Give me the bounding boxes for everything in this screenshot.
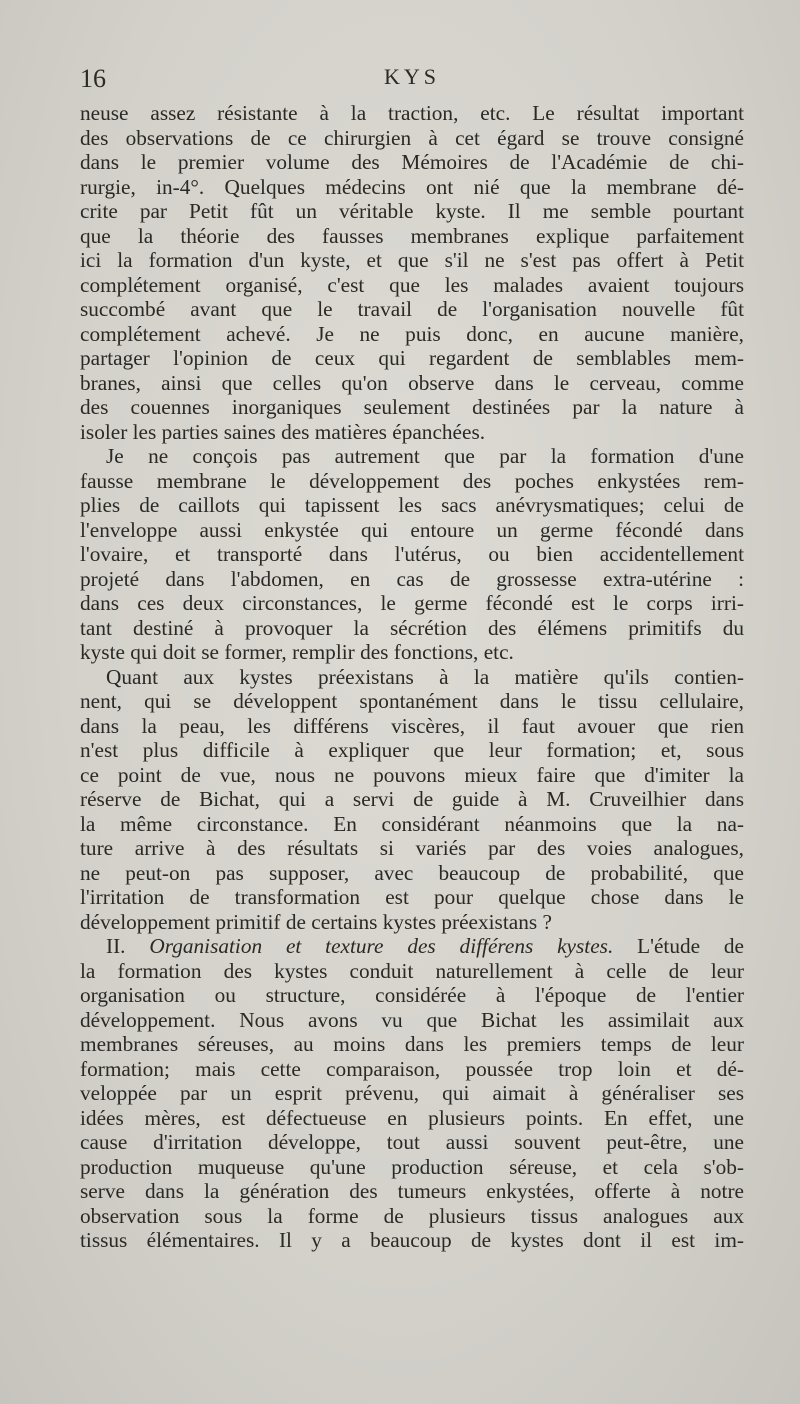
text-line: l'irritation de transformation est pour quelque chose dans le (80, 885, 744, 909)
text-line: dans le premier volume des Mémoires de l'Académie de chi- (80, 150, 744, 174)
page-number: 16 (80, 64, 106, 93)
section-number: II. (106, 934, 126, 958)
text-line: dans la peau, les différens viscères, il faut avouer que rien (80, 713, 744, 738)
text-line: organisation ou structure, considérée à l'époque de l'entier (80, 983, 744, 1007)
text-line: isoler les parties saines des matières épanchées. (80, 419, 486, 444)
paragraph-3 (80, 665, 744, 935)
text-line: veloppée par un esprit prévenu, qui aimait à généraliser ses (80, 1081, 744, 1105)
text-line: kyste qui doit se former, remplir des fonctions, etc. (80, 640, 514, 664)
text-line: n'est plus difficile à expliquer que leur formation; et, sous (80, 738, 744, 762)
text-line: ture arrive à des résultats si variés par des voies analogues, (80, 836, 744, 860)
text-line: complétement achevé. Je ne puis donc, en aucune manière, (80, 321, 744, 346)
text-line: tant destiné à provoquer la sécrétion des élémens primitifs du (80, 615, 744, 640)
text-line: ne peut-on pas supposer, avec beaucoup de probabilité, que (80, 860, 744, 885)
text-line: observation sous la forme de plusieurs tissus analogues aux (80, 1203, 744, 1228)
text-line: l'enveloppe aussi enkystée qui entoure un germe fécondé dans (80, 517, 744, 542)
text-line: plies de caillots qui tapissent les sacs anévrysmatiques; celui de (80, 493, 744, 517)
body-text (80, 101, 744, 1253)
text-line: Je ne conçois pas autrement que par la formation d'une (106, 444, 744, 468)
text-line: dans ces deux circonstances, le germe fécondé est le corps irri- (80, 591, 744, 615)
text-line: Quant aux kystes préexistans à la matière qu'ils contien- (106, 664, 744, 689)
text-line: rurgie, in-4°. Quelques médecins ont nié que la membrane dé- (80, 174, 744, 199)
text-line: que la théorie des fausses membranes explique parfaitement (80, 223, 744, 248)
text-line: neuse assez résistante à la traction, etc. Le résultat important (80, 101, 744, 125)
text-line: l'ovaire, et transporté dans l'utérus, ou bien accidentellement (80, 542, 744, 566)
text-line: cause d'irritation développe, tout aussi souvent peut-être, une (80, 1130, 744, 1154)
text-line: crite par Petit fût un véritable kyste. Il me semble pourtant (80, 199, 744, 223)
section-first-line-rest: L'étude de (637, 934, 744, 958)
text-line: idées mères, est défectueuse en plusieurs points. En effet, une (80, 1105, 744, 1130)
text-line: des observations de ce chirurgien à cet égard se trouve consigné (80, 125, 744, 150)
text-line: production muqueuse qu'une production séreuse, et cela s'ob- (80, 1154, 744, 1179)
text-line: nent, qui se développent spontanément dans le tissu cellulaire, (80, 689, 744, 713)
text-line: la même circonstance. En considérant néanmoins que la na- (80, 811, 744, 836)
paragraph-1 (80, 101, 744, 444)
text-line: projeté dans l'abdomen, en cas de grossesse extra-utérine : (80, 566, 744, 591)
text-line: membranes séreuses, au moins dans les premiers temps de leur (80, 1032, 744, 1056)
text-line: tissus élémentaires. Il y a beaucoup de kystes dont il est im- (80, 1228, 744, 1252)
text-line: développement. Nous avons vu que Bichat les assimilait aux (80, 1007, 744, 1032)
running-title: KYS (383, 64, 440, 89)
section-heading-line (80, 934, 744, 959)
text-line: complétement organisé, c'est que les malades avaient toujours (80, 272, 744, 297)
text-line: partager l'opinion de ceux qui regardent de semblables mem- (80, 346, 744, 370)
section-title: Organisation et texture des différens kystes. (149, 934, 614, 958)
text-line: branes, ainsi que celles qu'on observe dans le cerveau, comme (80, 370, 744, 395)
text-line: serve dans la génération des tumeurs enkystées, offerte à notre (80, 1179, 744, 1203)
text-line: fausse membrane le développement des poches enkystées rem- (80, 468, 744, 493)
text-line: succombé avant que le travail de l'organisation nouvelle fût (80, 297, 744, 321)
text-line: ici la formation d'un kyste, et que s'il ne s'est pas offert à Petit (80, 248, 744, 272)
text-line: réserve de Bichat, qui a servi de guide à M. Cruveilhier dans (80, 787, 744, 811)
text-line: des couennes inorganiques seulement destinées par la nature à (80, 395, 744, 419)
text-line: formation; mais cette comparaison, poussée trop loin et dé- (80, 1056, 744, 1081)
running-head (80, 64, 744, 94)
text-line: ce point de vue, nous ne pouvons mieux faire que d'imiter la (80, 762, 744, 787)
section-ii (80, 934, 744, 1253)
text-line: la formation des kystes conduit naturellement à celle de leur (80, 958, 744, 983)
text-line: développement primitif de certains kystes préexistans ? (80, 909, 552, 934)
paragraph-2 (80, 444, 744, 665)
